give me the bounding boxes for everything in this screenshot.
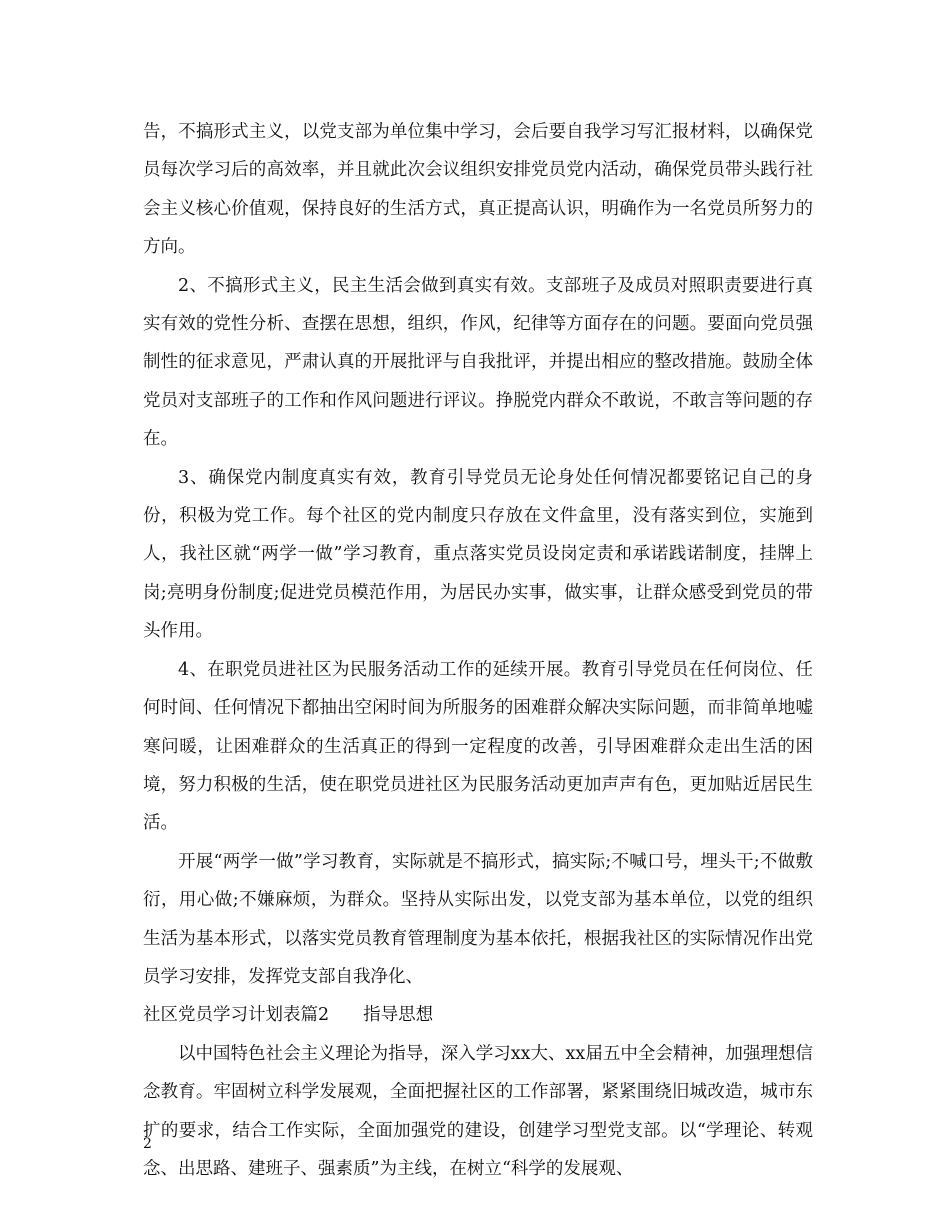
section-heading (143, 996, 813, 1034)
paragraph-2: 2、不搞形式主义，民主生活会做到真实有效。支部班子及成员对照职责要进行真实有效的党性分析、查摆在思想，组织，作风，纪律等方面存在的问题。要面向党员强制性的征求意见，严肃认真的开展批评与自我批评，并提出相应的整改措施。鼓励全体党员对支部班子的工作和作风问题进行评议。挣脱党内群众不敢说，不敢言等问题的存在。 (143, 275, 813, 450)
section-subtitle: 指导思想 (363, 1005, 434, 1026)
paragraph-1: 告，不搞形式主义，以党支部为单位集中学习，会后要自我学习写汇报材料，以确保党员每次学习后的高效率，并且就此次会议组织安排党员党内活动，确保党员带头践行社会主义核心价值观，保持良好的生活方式，真正提高认识，明确作为一名党员所努力的方向。 (143, 122, 813, 258)
page-number: 2 (143, 1136, 152, 1152)
paragraph-4: 4、在职党员进社区为民服务活动工作的延续开展。教育引导党员在任何岗位、任何时间、任何情况下都抽出空闲时间为所服务的困难群众解决实际问题，而非简单地嘘寒问暖，让困难群众的生活真正的得到一定程度的改善，引导困难群众走出生活的困境，努力积极的生活，使在职党员进社区为民服务活动更加声声有色，更加贴近居民生活。 (143, 659, 813, 834)
document-body (143, 113, 813, 1188)
paragraph-3: 3、确保党内制度真实有效，教育引导党员无论身处任何情况都要铭记自己的身份，积极为党工作。每个社区的党内制度只存放在文件盒里，没有落实到位，实施到人，我社区就“两学一做”学习教育，重点落实党员设岗定责和承诺践诺制度，挂牌上岗;亮明身份制度;促进党员模范作用，为居民办实事，做实事，让群众感受到党员的带头作用。 (143, 467, 813, 642)
section-title: 社区党员学习计划表篇2 (143, 1005, 330, 1026)
paragraph-6: 以中国特色社会主义理论为指导，深入学习xx大、xx届五中全会精神，加强理想信念教育。牢固树立科学发展观，全面把握社区的工作部署，紧紧围绕旧城改造，城市东扩的要求，结合工作实际，全面加强党的建设，创建学习型党支部。以“学理论、转观念、出思路、建班子、强素质”为主线，在树立“科学的发展观、 (143, 1043, 813, 1179)
paragraph-5: 开展“两学一做”学习教育，实际就是不搞形式，搞实际;不喊口号，埋头干;不做敷衍，用心做;不嫌麻烦，为群众。坚持从实际出发，以党支部为基本单位，以党的组织生活为基本形式，以落实党员教育管理制度为基本依托，根据我社区的实际情况作出党员学习安排，发挥党支部自我净化、 (143, 851, 813, 987)
